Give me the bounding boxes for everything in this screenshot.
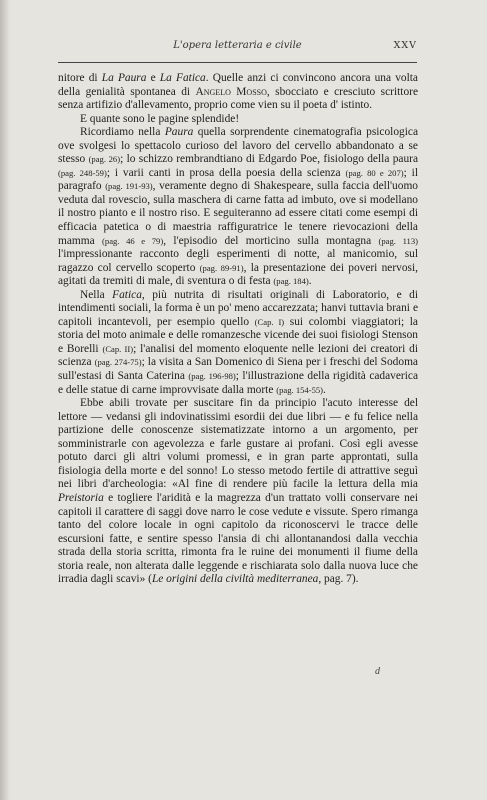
text-run: e	[146, 72, 160, 84]
paragraph	[58, 113, 418, 127]
text-run: l'impressionante racconto degli esperimenti di notte, al manicomio, sul ragazzo col cervello scoperto	[58, 248, 418, 274]
page-reference: (Cap. II)	[102, 343, 134, 354]
text-run: Ebbe abili trovate per suscitare fin da principio l'acuto interesse del lettore — vedansi gli indovinatissimi esordii dei due libri — e fu felice nella partizione delle conoscenze sistematizzate intorno a un argomento, per somministrarle con agevolezza e farle gustare ai profani. Così egli avesse potuto darci gli altri volumi promessi, e in gran parte approntati, sulla fisiologia della morte e del sonno! Lo stesso metodo fertile di attrattive seguì nei libri d'archeologia: «Al fine di rendere più facile la lettura della mia	[58, 397, 418, 491]
page-reference: (pag. 80 e 207)	[345, 167, 404, 178]
running-title: L'opera letteraria e civile	[173, 40, 302, 51]
text-run: ; lo schizzo rembrandtiano di Edgardo Poe, fisiologo della paura	[120, 153, 419, 166]
text-run: ; i varii canti in prosa della poesia della scienza	[106, 166, 346, 179]
text-run: . Quelle anzi ci convincono ancora una volta della genialità spontanea di	[58, 72, 418, 98]
text-run: Nella	[80, 288, 113, 301]
text-run: , l'episodio del morticino sulla montagna	[163, 234, 379, 247]
signature-mark: d	[375, 666, 380, 677]
text-run: , veramente degno di Shakespeare, sulla faccia dell'uomo veduta dal rovescio, sulla maschera di carne fatta ad imbuto, ove si modellano il nostro pianto e il nostro riso. E seguiteranno ad essere citati come esempi di efficacia patetica o di maestria raffiguratrice le tenere rievocazioni della mamma	[58, 180, 419, 247]
text-run: nitore di	[58, 72, 102, 84]
italic-title: Paura	[164, 126, 194, 139]
page-reference: (pag. 248-59)	[58, 167, 107, 178]
page-reference: (Cap. I)	[254, 316, 285, 327]
page-binding-shadow	[0, 0, 10, 800]
paragraph	[58, 126, 418, 289]
text-run: ; il paragrafo	[58, 166, 419, 193]
page-reference: (pag. 274-75)	[94, 357, 142, 368]
italic-title: La Fatica	[159, 72, 206, 84]
text-run: , sbocciato e cresciuto scrittore senza artifizio d'allevamento, proprio come vien su il poeta d' istinto.	[58, 85, 419, 112]
text-run: ; l'illustrazione della rigidità cadaverica e delle statue di carne improvvisate dalla morte	[58, 370, 418, 396]
text-run: sui colombi viaggiatori; la storia del moto animale e delle romanzesche vicende dei suoi fisiologi Stenson e Borelli	[58, 315, 418, 355]
italic-title: Preistoria	[58, 491, 104, 504]
page-reference: (pag. 191-93)	[105, 181, 153, 192]
text-run: ; la visita a San Domenico di Siena per i freschi del Sodoma sull'estasi di Santa Caterina	[58, 356, 418, 383]
header-rule	[58, 62, 417, 63]
page-reference: (pag. 196-98)	[188, 371, 236, 382]
page-reference: (pag. 184)	[273, 276, 309, 287]
text-run: e togliere l'aridità e la magrezza d'un trattato volli conservare nei capitoli il carattere di saggi dove narro le cose vedute e vissute. Spero rimanga tanto del colore locale in ogni capitolo da riconoscervi le tracce delle escursioni fatte, e sentire spesso l'ansia di chi allontanandosi dalla vecchia strada della storia scritta, rimonta fra le ruine dei monumenti il fiume della storia reale, non alterata dalle leggende e rischiarata solo dalla nuova luce che irradia dagli scavi» (	[58, 491, 418, 586]
page-reference: (pag. 26)	[88, 154, 121, 165]
page-reference: (pag. 113)	[378, 235, 418, 246]
text-run: ; l'analisi del momento eloquente nelle lezioni dei creatori di scienza	[58, 342, 418, 369]
page-reference: (pag. 154-55)	[276, 384, 324, 395]
text-run: , la presentazione dei poveri nervosi, agitati da tremiti di male, di sventura o di festa	[58, 261, 418, 288]
paragraph	[58, 397, 418, 587]
text-run: quella sorprendente cinematografia psicologica ove svolgesi lo spettacolo curioso del lavoro del cervello abbandonato a se stesso	[58, 126, 419, 166]
page-reference: (pag. 89-91)	[199, 262, 244, 273]
running-header	[58, 40, 417, 56]
page-number: XXV	[393, 40, 417, 51]
paragraph	[58, 72, 418, 113]
italic-title: Fatica	[112, 288, 142, 301]
body-text	[58, 72, 418, 587]
paragraph	[58, 289, 418, 397]
italic-title: Le origini della civiltà mediterranea	[151, 573, 319, 586]
italic-title: La Paura	[101, 72, 147, 84]
text-run: .	[308, 275, 312, 288]
text-run: E quante sono le pagine splendide!	[80, 112, 240, 125]
text-run: , pag. 7).	[318, 573, 359, 586]
text-run: , più nutrita di risultati originali di Laboratorio, e di intendimenti sociali, la forma è un po' meno accarezzata; hanvi tuttavia brani e capitoli incantevoli, per esempio quello	[58, 288, 418, 328]
page-reference: (pag. 46 e 79)	[102, 235, 164, 246]
text-run: .	[323, 383, 326, 396]
text-run: Ricordiamo nella	[80, 126, 165, 139]
text-run: Angelo Mosso	[195, 85, 267, 98]
